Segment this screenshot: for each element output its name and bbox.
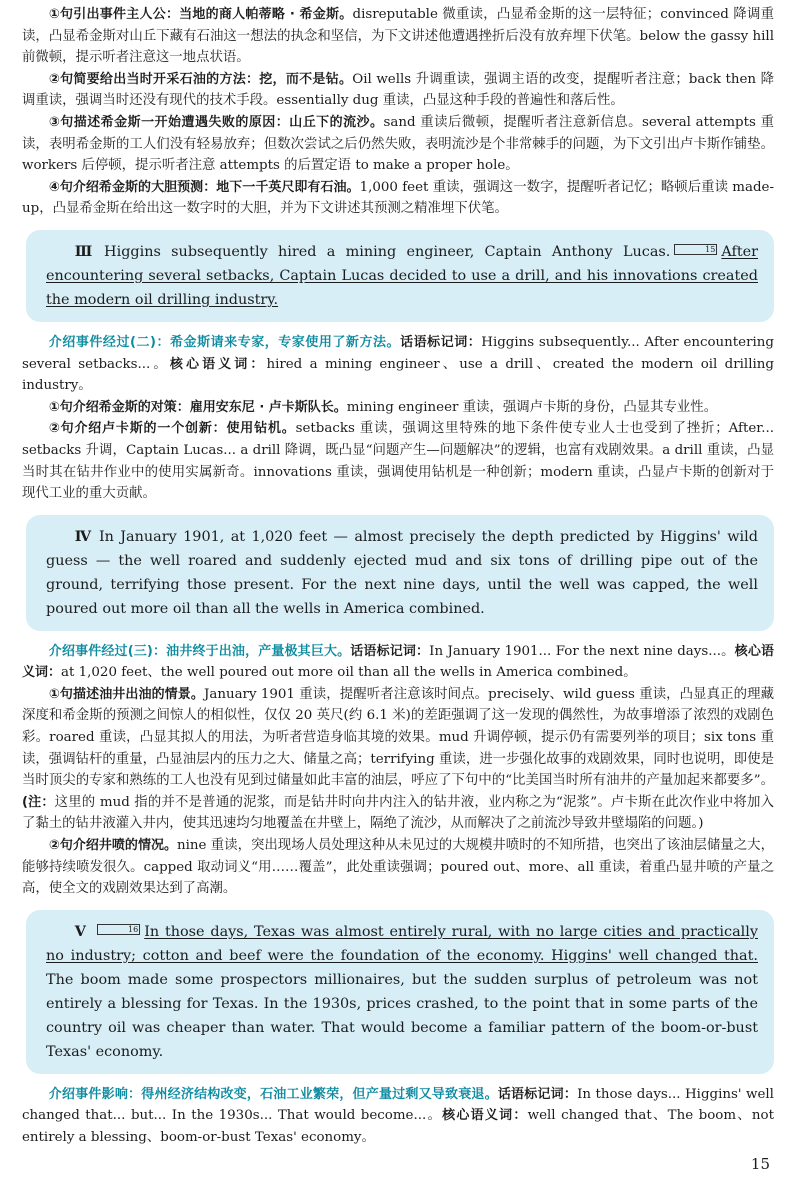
section-5-notes [22, 1084, 774, 1149]
section-summary [22, 332, 774, 397]
passage-text: In January 1901, at 1,020 feet — almost precisely the depth predicted by Higgins' wild guess — the well roared and suddenly ejected mud and six tons of drilling pipe out of the ground, terrifying those present. For the next nine days, until the well was capped, the well poured out more oil than all the wells in America combined. [46, 528, 758, 617]
note-body: setbacks 重读，强调这里特殊的地下条件使专业人士也受到了挫折；After... setbacks 升调，Captain Lucas... a drill 降调，既凸显“问题产生—问题解决”的逻辑，也富有戏剧效果。a drill 重读，凸显当时其在钻井作业中的使用实属新奇。innovations 重读，强调使用钻机是一种创新；modern 重读，凸显卢卡斯的创新对于现代工业的重大贡献。 [22, 421, 774, 502]
note-body: January 1901 重读，提醒听者注意该时间点。precisely、wild guess 重读，凸显真正的理藏深度和希金斯的预测之间惊人的相似性，仅仅 20 英尺(约 6.1 米)的差距强调了这一发现的偶然性，为故事增添了浓烈的戏剧色彩。roared 重读，凸显其拟人的用法，为听者营造身临其境的效果。mud 升调停顿，提示仍有需要列举的项目；six tons 重读，强调钻杆的重量，凸显油层内的压力之大、储量之高；terrifying 重读，进一步强化故事的戏剧效果，同时也说明，即使是当时顶尖的专家和熟练的工人也没有见到过储量如此丰富的油层，呼应了下句中的“比美国当时所有油井的产量加起来都要多”。 [22, 686, 774, 789]
passage-paragraph [46, 525, 758, 621]
section-4-notes [22, 641, 774, 900]
section-summary [22, 1084, 774, 1149]
note-heading: ①句描述油井出油的情景。 [48, 686, 204, 702]
sentence-number-badge: 15 [674, 244, 717, 255]
section-3-notes [22, 332, 774, 505]
note-heading: ③句描述希金斯一开始遭遇失败的原因：山丘下的流沙。 [48, 114, 384, 130]
note-item [22, 112, 774, 177]
note-item [22, 4, 774, 69]
note-body: Oil wells 升调重读，强调主语的改变，提醒听者注意；back then 降调重读，强调当时还没有现代的技术手段。essentially dug 重读，凸显这种手段的普遍性和落后性。 [22, 71, 774, 109]
note-item [22, 418, 774, 504]
keyword-label: 核心语义词： [22, 643, 774, 681]
note-heading: ①句介绍希金斯的对策：雇用安东尼 · 卢卡斯队长。 [48, 399, 347, 415]
section-summary [22, 641, 774, 684]
passage-box-4 [26, 515, 774, 631]
keywords: hired a mining engineer、use a drill、created the modern oil drilling industry。 [22, 356, 774, 394]
section-heading: 介绍事件影响：得州经济结构改变，石油工业繁荣，但产量过剩又导致衰退。 [48, 1086, 498, 1102]
keyword-label: 核心语义词： [169, 356, 267, 372]
note-body: disreputable 微重读，凸显希金斯的这一层特征；convinced 降调重读，凸显希金斯对山丘下藏有石油这一想法的执念和坚信，为下文讲述他遭遇挫折后没有放弃埋下伏笔。below the gassy hill 前微顿，提示听者注意这一地点状语。 [22, 7, 774, 66]
roman-numeral: Ⅲ [74, 242, 99, 260]
note-label: (注： [22, 794, 55, 810]
note-body: sand 重读后微顿，提醒听者注意新信息。several attempts 重读，表明希金斯的工人们没有轻易放弃；但数次尝试之后仍然失败，表明流沙是个非常棘手的问题，为下文引出卢卡斯作铺垫。workers 后停顿，提示听者注意 attempts 的后置定语 to make a proper hole。 [22, 114, 774, 174]
note-body: mining engineer 重读，强调卢卡斯的身份，凸显其专业性。 [346, 399, 718, 415]
passage-box-3 [26, 230, 774, 322]
sentence-number-badge: 16 [97, 924, 140, 935]
note-heading: ①句引出事件主人公：当地的商人帕蒂略 · 希金斯。 [48, 7, 353, 22]
note-item [22, 835, 774, 900]
note-heading: ②句介绍卢卡斯的一个创新：使用钻机。 [48, 421, 296, 437]
passage-paragraph [46, 240, 758, 312]
marker-label: 话语标记词： [350, 643, 430, 659]
note-item [22, 69, 774, 112]
passage-text: Higgins subsequently hired a mining engineer, Captain Anthony Lucas. [104, 243, 671, 260]
roman-numeral: Ⅴ [74, 922, 88, 940]
marker-words: Higgins subsequently... After encountering several setbacks...。 [22, 334, 774, 372]
keyword-label: 核心语义词： [442, 1108, 528, 1124]
note-item [22, 684, 774, 835]
note-heading: ④句介绍希金斯的大胆预测：地下一千英尺即有石油。 [48, 179, 360, 195]
passage-paragraph [46, 920, 758, 1064]
note-item [22, 397, 774, 419]
marker-label: 话语标记词： [400, 334, 482, 350]
underlined-sentence: After encountering several setbacks, Captain Lucas decided to use a drill, and his innovations created the modern oil drilling industry. [46, 243, 759, 308]
page-number: 15 [750, 1155, 770, 1173]
keywords: well changed that、The boom、not entirely a blessing、boom-or-bust Texas' economy。 [22, 1108, 774, 1145]
marker-label: 话语标记词： [497, 1086, 578, 1102]
note-body: nine 重读，突出现场人员处理这种从未见过的大规模井喷时的不知所措，也突出了该油层储量之大，能够持续喷发很久。capped 取动词义“用……覆盖”，此处重读强调；poured out、more、all 重读，着重凸显井喷的产量之高，使全文的戏剧效果达到了高潮。 [22, 838, 774, 897]
roman-numeral: Ⅳ [74, 527, 93, 545]
passage-text: The boom made some prospectors millionaires, but the sudden surplus of petroleum was not entirely a blessing for Texas. In the 1930s, prices crashed, to the point that in some parts of the country oil was cheaper than water. That would become a familiar pattern of the boom-or-bust Texas' economy. [46, 971, 758, 1060]
note-heading: ②句简要给出当时开采石油的方法：挖，而不是钻。 [48, 71, 353, 87]
marker-words: In January 1901... For the next nine days...。 [429, 643, 735, 659]
passage-box-5 [26, 910, 774, 1074]
section-heading: 介绍事件经过(三)：油井终于出油，产量极其巨大。 [48, 643, 351, 659]
section-heading: 介绍事件经过(二)：希金斯请来专家，专家使用了新方法。 [48, 334, 401, 350]
marker-words: In those days... Higgins' well changed that... but... In the 1930s... That would become...。 [22, 1086, 774, 1124]
keywords: at 1,020 feet、the well poured out more oil than all the wells in America combined。 [61, 665, 637, 681]
note-item [22, 177, 774, 220]
note-heading: ②句介绍井喷的情况。 [48, 838, 178, 854]
underlined-sentence: In those days, Texas was almost entirely rural, with no large cities and practically no industry; cotton and beef were the foundation of the economy. Higgins' well changed that. [46, 923, 758, 964]
note-text: 这里的 mud 指的并不是普通的泥浆，而是钻井时向井内注入的钻井液，业内称之为“泥浆”。卢卡斯在此次作业中将加入了黏土的钻井液灌入井内，使其迅速均匀地覆盖在井壁上，隔绝了流沙，从而解决了之前流沙导致井壁塌陷的问题。) [22, 794, 774, 832]
note-body: 1,000 feet 重读，强调这一数字，提醒听者记忆；略顿后重读 made-up，凸显希金斯在给出这一数字时的大胆，并为下文讲述其预测之精准埋下伏笔。 [22, 179, 774, 217]
section-2-notes [22, 4, 774, 220]
